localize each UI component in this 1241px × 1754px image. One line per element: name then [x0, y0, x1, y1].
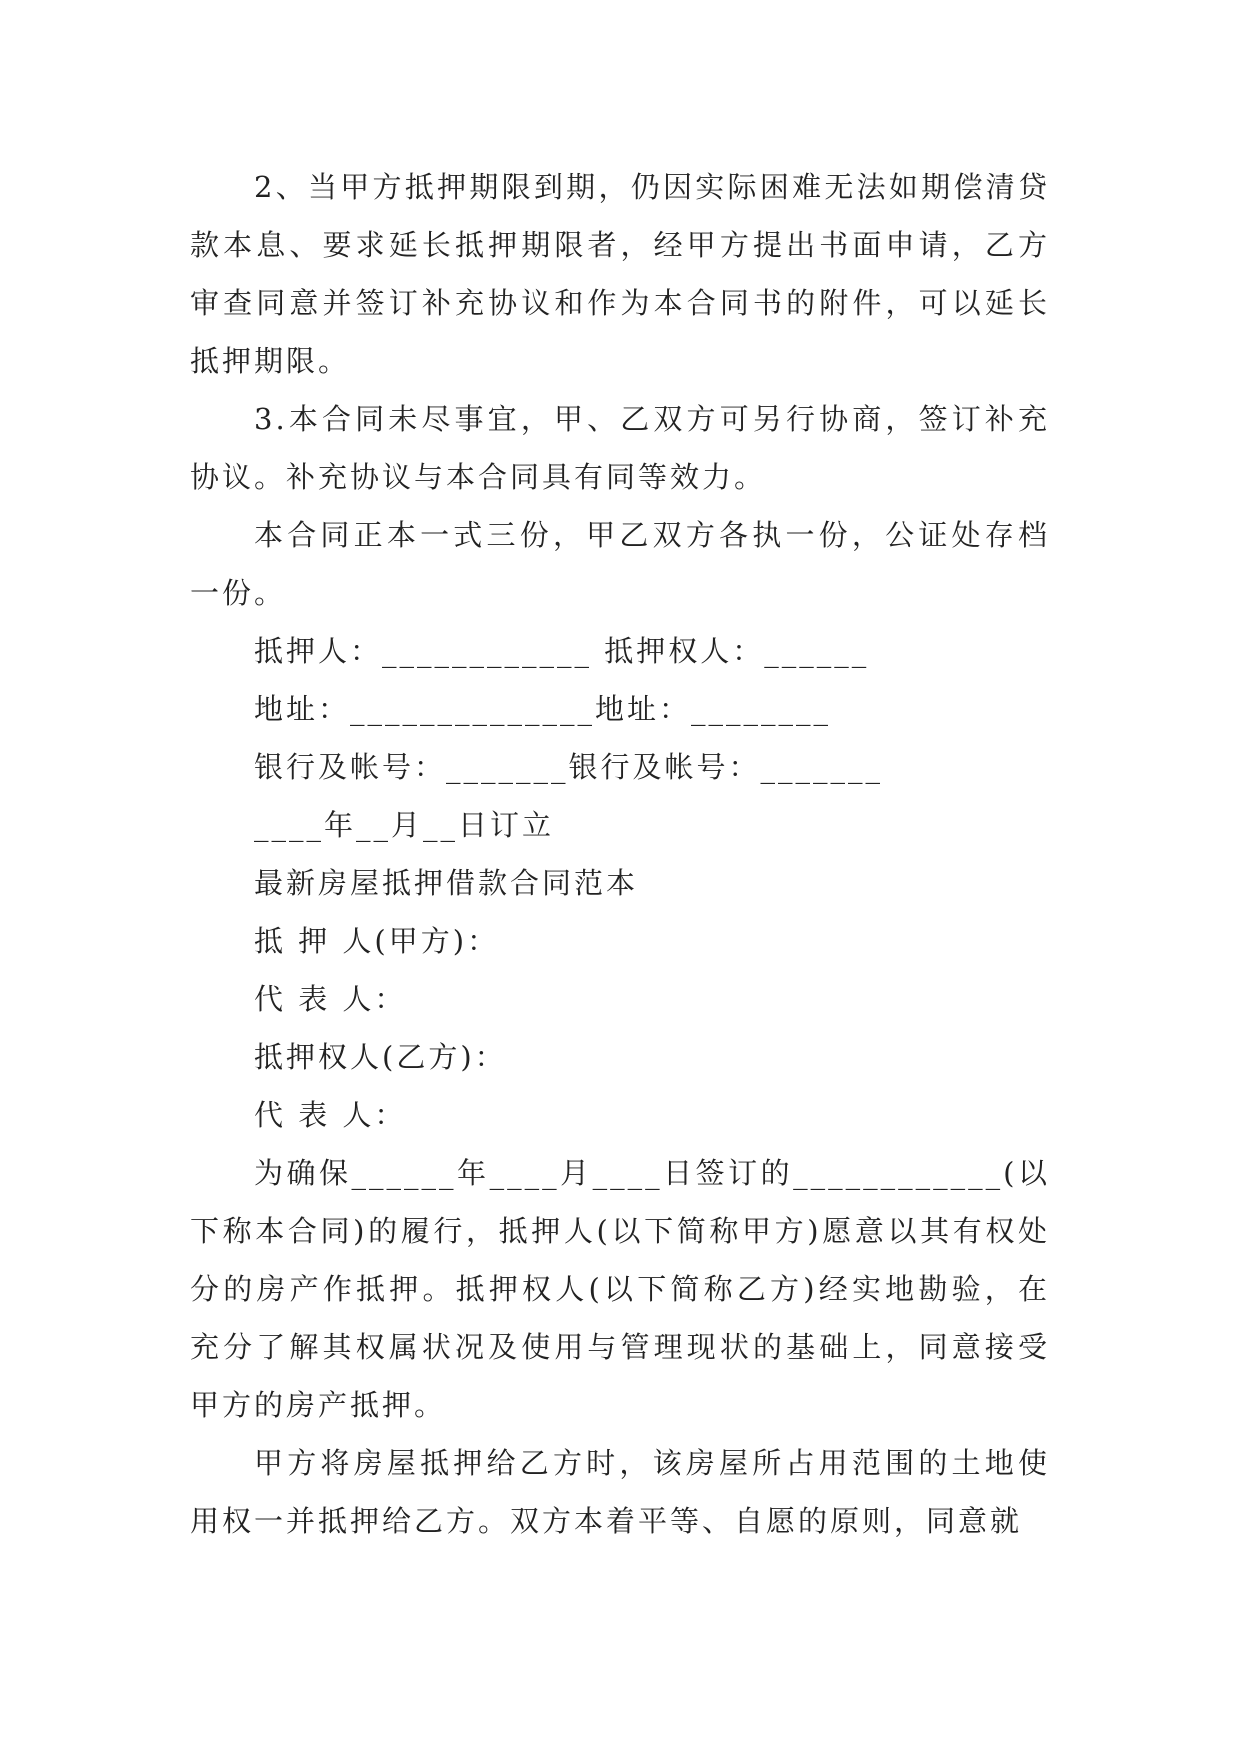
signature-date-line: ____年__月__日订立: [254, 808, 555, 842]
party-b-representative-label: 代 表 人：: [254, 1098, 407, 1132]
land-use-paragraph: 甲方将房屋抵押给乙方时，该房屋所占用范围的土地使用权一并抵押给乙方。双方本着平等、自愿的原则，同意就: [190, 1446, 1050, 1538]
signature-mortgagor-line: 抵押人：____________ 抵押权人：______: [254, 634, 870, 668]
contract-title: 最新房屋抵押借款合同范本: [254, 866, 639, 900]
clause-2-paragraph: 2、当甲方抵押期限到期，仍因实际困难无法如期偿清贷款本息、要求延长抵押期限者，经甲方提出书面申请，乙方审查同意并签订补充协议和作为本合同书的附件，可以延长抵押期限。: [190, 170, 1050, 378]
party-a-label: 抵 押 人(甲方)：: [254, 924, 500, 958]
document-body: [190, 158, 1050, 1550]
clause-3-paragraph: 3.本合同未尽事宜，甲、乙双方可另行协商，签订补充协议。补充协议与本合同具有同等效力。: [190, 402, 1050, 494]
copies-paragraph: 本合同正本一式三份，甲乙双方各执一份，公证处存档一份。: [190, 518, 1050, 610]
party-b-label: 抵押权人(乙方)：: [254, 1040, 507, 1074]
signature-address-line: 地址：______________地址：________: [254, 692, 832, 726]
party-a-representative-label: 代 表 人：: [254, 982, 407, 1016]
preamble-paragraph: 为确保______年____月____日签订的____________(以下称本合同)的履行，抵押人(以下简称甲方)愿意以其有权处分的房产作抵押。抵押权人(以下简称乙方)经实地勘验，在充分了解其权属状况及使用与管理现状的基础上，同意接受甲方的房产抵押。: [190, 1156, 1050, 1422]
signature-bank-line: 银行及帐号：_______银行及帐号：_______: [254, 750, 884, 784]
